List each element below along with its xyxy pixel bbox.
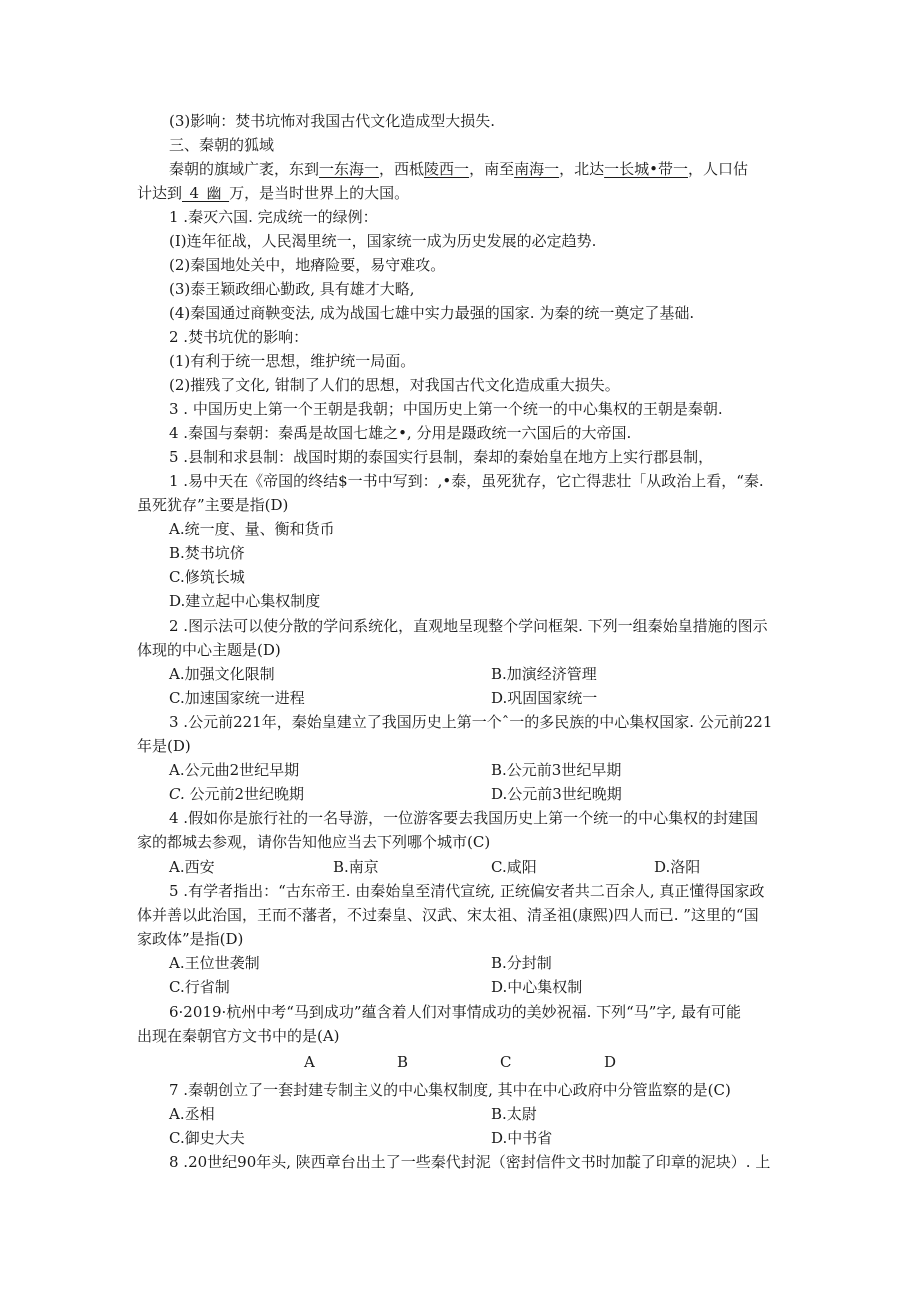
- option-line: [0, 686, 920, 710]
- paragraph-text: ，西柢: [379, 160, 425, 178]
- answer-option: B: [397, 1053, 409, 1071]
- question-stem-line: [0, 903, 920, 927]
- question-stem-line: [0, 1150, 920, 1174]
- fill-in-blank: _4_幽_: [182, 184, 230, 202]
- option-line: [0, 541, 920, 565]
- fill-in-blank: 一东海一: [319, 160, 380, 178]
- question-stem-line: [0, 710, 920, 734]
- answer-option: B.焚书坑侪: [169, 544, 245, 562]
- answer-option: B.加演经济管理: [491, 665, 597, 683]
- answer-option: C.修筑长城: [169, 568, 245, 586]
- answer-option: A.加强文化限制: [169, 665, 275, 683]
- text-line: [0, 229, 920, 253]
- question-stem-line: [0, 1024, 920, 1048]
- question-stem: 2 .图示法可以使分散的学问系统化，直观地呈现整个学问框架. 下列一组秦始皇措施的图示: [169, 617, 768, 635]
- answer-option: A: [304, 1053, 315, 1071]
- question-stem: 体现的中心主题是(D): [137, 641, 281, 659]
- question-stem: 6·2019·杭州中考“马到成功”蕴含着人们对事情成功的美妙祝福. 下列“马”字, 最有可能: [169, 1003, 742, 1021]
- option-line: [0, 517, 920, 541]
- fill-in-blank: 一长城•带一: [604, 160, 688, 178]
- answer-option: A.丞相: [169, 1105, 215, 1123]
- list-item: (1)有利于统一思想，维护统一局面。: [169, 352, 416, 370]
- answer-option: [169, 782, 304, 806]
- answer-option: C.御史大夫: [169, 1129, 245, 1147]
- question-stem-line: [0, 638, 920, 662]
- answer-option: B.南京: [333, 858, 379, 876]
- list-item: 3 . 中国历史上第一个王朝是我朝；中国历史上第一个统一的中心集权的王朝是秦朝.: [169, 400, 723, 418]
- section-heading-line: [0, 133, 920, 157]
- question-stem-line: [0, 830, 920, 854]
- answer-option: B.分封制: [491, 954, 552, 972]
- paragraph-text: (3)影响：焚书坑怖对我国古代文化造成型大损失.: [169, 112, 496, 130]
- paragraph-text: ，南至: [469, 160, 515, 178]
- question-stem: 7 .秦朝创立了一套封建专制主义的中心集权制度, 其中在中心政府中分管监察的是(C): [169, 1081, 731, 1099]
- option-line: [0, 855, 920, 879]
- paragraph-text: 万，是当时世界上的大国。: [229, 184, 410, 202]
- question-stem: 出现在秦朝官方文书中的是(A): [137, 1027, 340, 1045]
- answer-option: A.公元曲2世纪早期: [169, 761, 300, 779]
- question-stem-line: [0, 879, 920, 903]
- paragraph-text: 秦朝的旗域广袤，东到: [169, 160, 320, 178]
- answer-option: D.公元前3世纪晚期: [491, 785, 622, 803]
- list-item: (I)连年征战，人民渴里统一，国家统一成为历史发展的必定趋势.: [169, 232, 597, 250]
- question-stem-line: [0, 1000, 920, 1024]
- answer-option: A.西安: [169, 858, 215, 876]
- question-stem-line: [0, 493, 920, 517]
- answer-option: C: [500, 1053, 512, 1071]
- fill-in-blank: 陵西一: [424, 160, 470, 178]
- question-stem: 家的都城去参观，请你告知他应当去下列哪个城市(C): [137, 833, 491, 851]
- answer-option: D.洛阳: [654, 858, 701, 876]
- question-stem: 体并善以此治国，王而不藩者，不过秦皇、汉武、宋太祖、清圣祖(康熙)四人而已. ”这里的“国: [137, 906, 759, 924]
- answer-option: D.中心集权制: [491, 978, 583, 996]
- paragraph-text: ，北达: [559, 160, 605, 178]
- answer-option: B.太尉: [491, 1105, 537, 1123]
- text-line: [0, 277, 920, 301]
- text-line: [0, 445, 920, 469]
- answer-option: C.加速国家统一进程: [169, 689, 305, 707]
- text-line: [0, 325, 920, 349]
- text-line: [0, 421, 920, 445]
- question-stem: 5 .有学者指出：“古东帝王. 由秦始皇至清代宣统, 正统偏安者共二百余人, 真正懂得国家政: [169, 882, 765, 900]
- answer-option: C.咸阳: [491, 858, 537, 876]
- option-line: [0, 1102, 920, 1126]
- question-stem: 虽死犹存”主要是指(D): [137, 496, 289, 514]
- answer-option: D.中书省: [491, 1129, 553, 1147]
- text-line: [0, 109, 920, 133]
- option-line: [0, 782, 920, 806]
- option-text: 公元前2世纪晚期: [184, 785, 305, 803]
- paragraph-text: ，人口估: [687, 160, 748, 178]
- list-item: 4 .秦国与秦朝：秦禹是故国七雄之•, 分用是蹑政统一六国后的大帝国.: [169, 424, 632, 442]
- list-item: (4)秦国通过商鞅变法, 成为战国七雄中实力最强的国家. 为秦的统一奠定了基础.: [169, 304, 695, 322]
- question-stem-line: [0, 927, 920, 951]
- question-stem: 4 .假如你是旅行社的一名导游，一位游客要去我国历史上第一个统一的中心集权的封建国: [169, 809, 759, 827]
- list-item: (2)秦国地处关中，地瘠险要，易守难攻。: [169, 256, 446, 274]
- text-line: [0, 397, 920, 421]
- question-stem-line: [0, 1078, 920, 1102]
- text-line: [0, 349, 920, 373]
- question-stem: 8 .20世纪90年头, 陕西章台出土了一些秦代封泥（密封信件文书时加靛了印章的泥块）. 上: [169, 1153, 771, 1171]
- option-line: [0, 951, 920, 975]
- paragraph-text: 计达到: [137, 184, 183, 202]
- option-letter: C.: [169, 785, 185, 803]
- list-item: 5 .县制和求县制：战国时期的泰国实行县制，秦却的秦始皇在地方上实行郡县制，: [169, 448, 714, 466]
- question-stem: 年是(D): [137, 737, 191, 755]
- section-heading: 三、秦朝的狐域: [169, 136, 275, 154]
- list-item: (2)摧残了文化, 钳制了人们的思想，对我国古代文化造成重大损失。: [169, 376, 620, 394]
- option-line: [0, 589, 920, 613]
- answer-option: D.建立起中心集权制度: [169, 592, 321, 610]
- question-stem: 1 .易中天在《帝国的终结$一书中写到：,•泰，虽死犹存，它亡得悲壮「从政治上看，“秦.: [169, 472, 764, 490]
- option-line: [0, 975, 920, 999]
- text-line: [0, 181, 920, 205]
- text-line: [0, 253, 920, 277]
- question-stem: 家政体”是指(D): [137, 930, 244, 948]
- text-line: [0, 157, 920, 181]
- option-line: [0, 1126, 920, 1150]
- text-line: [0, 301, 920, 325]
- option-line: [0, 565, 920, 589]
- list-item: (3)泰王颖政细心勤政, 具有雄才大略,: [169, 280, 415, 298]
- list-item: 1 .秦灭六国. 完成统一的绿例：: [169, 208, 378, 226]
- text-line: [0, 373, 920, 397]
- question-stem-line: [0, 614, 920, 638]
- fill-in-blank: 南海一: [514, 160, 560, 178]
- question-stem-line: [0, 806, 920, 830]
- question-stem-line: [0, 469, 920, 493]
- answer-option: B.公元前3世纪早期: [491, 761, 622, 779]
- question-stem-line: [0, 734, 920, 758]
- option-line: [0, 1050, 920, 1074]
- answer-option: C.行省制: [169, 978, 230, 996]
- option-line: [0, 758, 920, 782]
- text-line: [0, 205, 920, 229]
- list-item: 2 .焚书坑优的影响：: [169, 328, 309, 346]
- answer-option: A.王位世袭制: [169, 954, 260, 972]
- question-stem: 3 .公元前221年，秦始皇建立了我国历史上第一个ˆ一的多民族的中心集权国家. 公元前221: [169, 713, 773, 731]
- answer-option: A.统一度、量、衡和货币: [169, 520, 335, 538]
- option-line: [0, 662, 920, 686]
- answer-option: D: [604, 1053, 617, 1071]
- answer-option: D.巩固国家统一: [491, 689, 598, 707]
